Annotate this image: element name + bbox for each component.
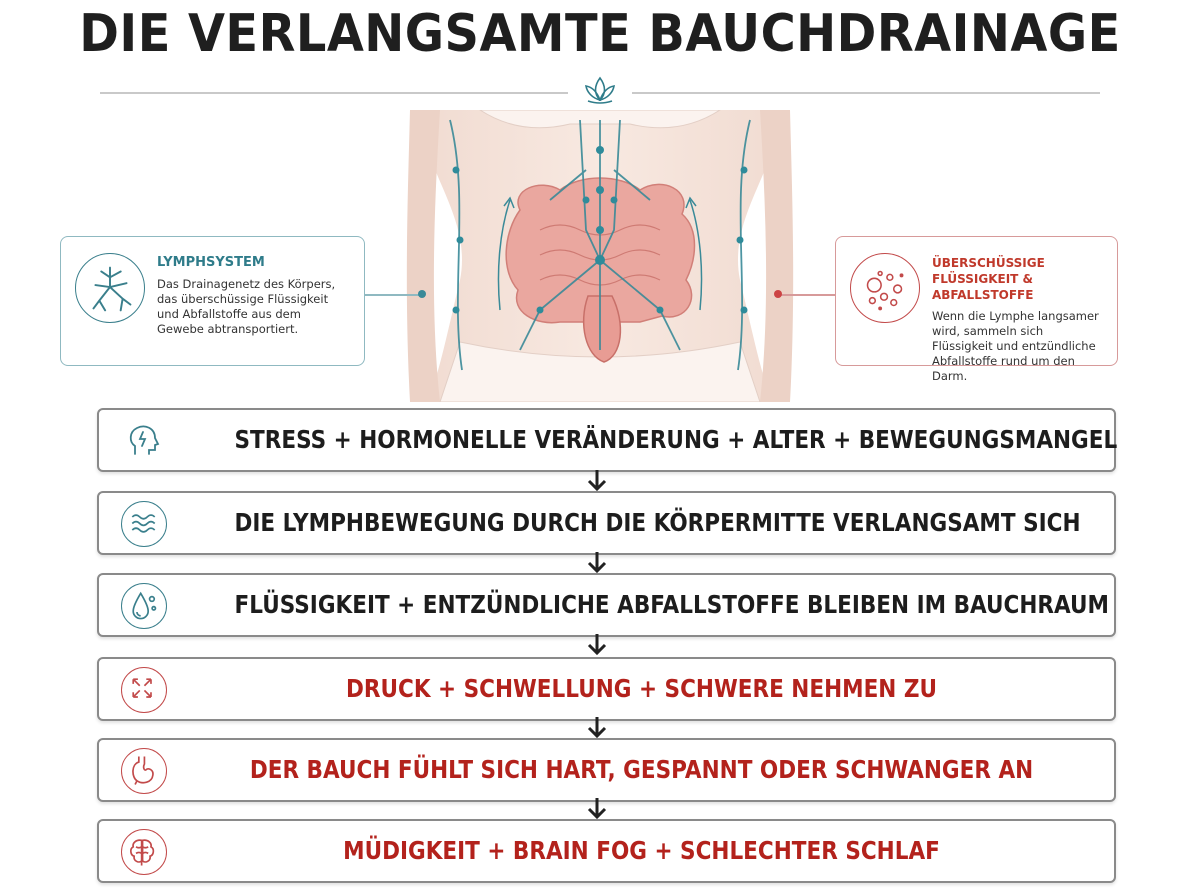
down-arrow-icon	[584, 470, 610, 492]
stomach-icon	[121, 748, 167, 794]
flow-step-text: FLÜSSIGKEIT + ENTZÜNDLICHE ABFALLSTOFFE BLEIBEN IM BAUCHRAUM	[234, 590, 1109, 619]
flow-step-text: DRUCK + SCHWELLUNG + SCHWERE NEHMEN ZU	[346, 674, 937, 703]
expand-arrows-icon	[121, 667, 167, 713]
droplet-icon	[121, 583, 167, 629]
lymph-heading: LYMPHSYSTEM	[157, 255, 265, 270]
flow-step-2	[97, 491, 1116, 555]
flow-step-3	[97, 573, 1116, 637]
flow-step-text: MÜDIGKEIT + BRAIN FOG + SCHLECHTER SCHLAF	[343, 836, 940, 865]
title-divider-left	[100, 92, 568, 94]
down-arrow-icon	[584, 798, 610, 820]
fluid-bubbles-icon	[850, 253, 920, 323]
flow-step-text: DIE LYMPHBEWEGUNG DURCH DIE KÖRPERMITTE VERLANGSAMT SICH	[234, 508, 1081, 537]
waves-icon	[121, 501, 167, 547]
fluid-description: Wenn die Lymphe langsamer wird, sammeln sich Flüssigkeit und entzündliche Abfallstoffe rund um den Darm.	[932, 309, 1099, 383]
down-arrow-icon	[584, 717, 610, 739]
lymph-connector-dot	[418, 290, 426, 298]
fluid-connector-dot	[774, 290, 782, 298]
lymph-network-icon	[75, 253, 145, 323]
brain-icon	[121, 829, 167, 875]
flow-step-text: DER BAUCH FÜHLT SICH HART, GESPANNT ODER SCHWANGER AN	[249, 755, 1034, 784]
title-divider-right	[632, 92, 1100, 94]
flow-step-5	[97, 738, 1116, 802]
fluid-connector-line	[778, 294, 835, 296]
flow-step-1	[97, 408, 1116, 472]
abdomen-illustration	[400, 110, 800, 402]
lymph-description: Das Drainagenetz des Körpers, das überschüssige Flüssigkeit und Abfallstoffe aus dem Gewebe abtransportiert.	[157, 277, 336, 336]
lotus-icon	[580, 74, 620, 106]
down-arrow-icon	[584, 552, 610, 574]
page-title: DIE VERLANGSAMTE BAUCHDRAINAGE	[79, 4, 1121, 64]
fluid-heading: ÜBERSCHÜSSIGE FLÜSSIGKEIT & ABFALLSTOFFE	[932, 256, 1045, 302]
lymph-callout	[60, 236, 365, 366]
lymph-connector-line	[365, 294, 423, 296]
flow-step-6	[97, 819, 1116, 883]
flow-step-4	[97, 657, 1116, 721]
head-stress-icon	[121, 418, 167, 464]
flow-step-text: STRESS + HORMONELLE VERÄNDERUNG + ALTER + BEWEGUNGSMANGEL	[234, 425, 1118, 454]
down-arrow-icon	[584, 634, 610, 656]
fluid-callout	[835, 236, 1118, 383]
